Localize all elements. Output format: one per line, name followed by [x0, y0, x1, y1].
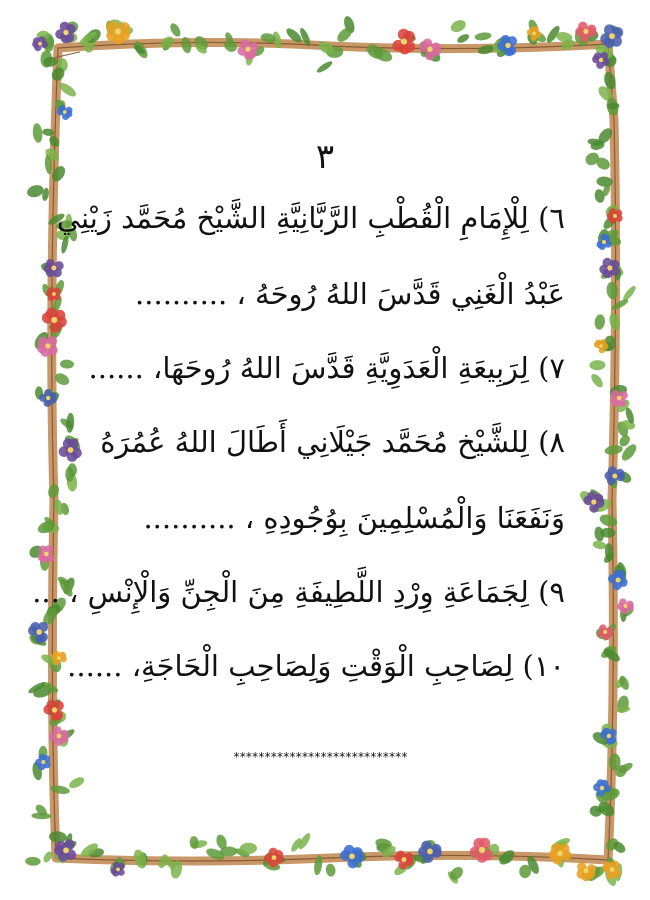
leaf-decoration — [456, 32, 471, 44]
leaf-decoration — [67, 775, 86, 790]
flower-decoration — [37, 336, 58, 357]
text-line: ٩) لِجَمَاعَةِ وِرْدِ اللَّطِيفَةِ مِنَ الْجِنِّ وَالْإِنْسِ ، ... — [32, 575, 565, 609]
flower-decoration — [43, 700, 64, 722]
flower-decoration — [55, 22, 76, 44]
leaf-decoration — [592, 540, 607, 550]
flower-decoration — [44, 259, 64, 277]
leaf-decoration — [604, 444, 624, 456]
flower-decoration — [602, 861, 621, 880]
leaf-decoration — [589, 372, 605, 389]
leaf-decoration — [474, 31, 492, 41]
page-number: ٣ — [315, 137, 335, 177]
text-line: ٨) لِلشَّيْخ مُحَمَّد جَيْلَانِي أَطَالَ اللهُ عُمُرَهُ — [100, 425, 565, 459]
leaf-decoration — [593, 526, 605, 542]
text-line: عَبْدُ الْغَنِي قَدَّسَ اللهُ رُوحَهُ ، .......... — [135, 277, 565, 311]
leaf-decoration — [594, 314, 606, 331]
text-line: وَنَفَعَنَا وَالْمُسْلِمِينَ بِوُجُودِهِ ، .......... — [143, 501, 565, 535]
flower-decoration — [610, 390, 628, 407]
flower-decoration — [42, 308, 67, 333]
leaf-decoration — [449, 18, 468, 35]
leaf-decoration — [168, 22, 182, 39]
leaf-decoration — [46, 483, 61, 500]
flower-decoration — [38, 545, 55, 563]
leaf-decoration — [325, 863, 337, 877]
leaf-decoration — [621, 284, 637, 302]
leaf-decoration — [315, 59, 333, 74]
text-line: ٧) لِرَبِيعَةِ الْعَدَوِيَّةِ قَدَّسَ اللهُ رُوحَهَا، ...... — [88, 351, 565, 385]
separator-stars: **************************** — [232, 750, 408, 764]
leaf-decoration — [60, 359, 74, 369]
flower-decoration — [392, 29, 415, 55]
leaf-decoration — [65, 413, 74, 434]
flower-decoration — [46, 287, 61, 301]
leaf-decoration — [25, 857, 41, 866]
text-area — [32, 130, 565, 790]
flower-decoration — [605, 466, 626, 485]
leaf-decoration — [26, 183, 45, 199]
flower-decoration — [59, 438, 82, 461]
leaf-decoration — [589, 360, 605, 371]
flower-decoration — [51, 651, 67, 665]
text-line: ١٠) لِصَاحِبِ الْوَقْتِ وَلِصَاحِبِ الْحَاجَةِ، ...... — [67, 649, 565, 683]
text-line: ٦) لِلْإِمَامِ الْقُطْبِ الرَّبَّانِيَّةِ الشَّيْخ مُحَمَّد زَيْنِي — [56, 201, 565, 235]
leaf-decoration — [32, 123, 43, 143]
